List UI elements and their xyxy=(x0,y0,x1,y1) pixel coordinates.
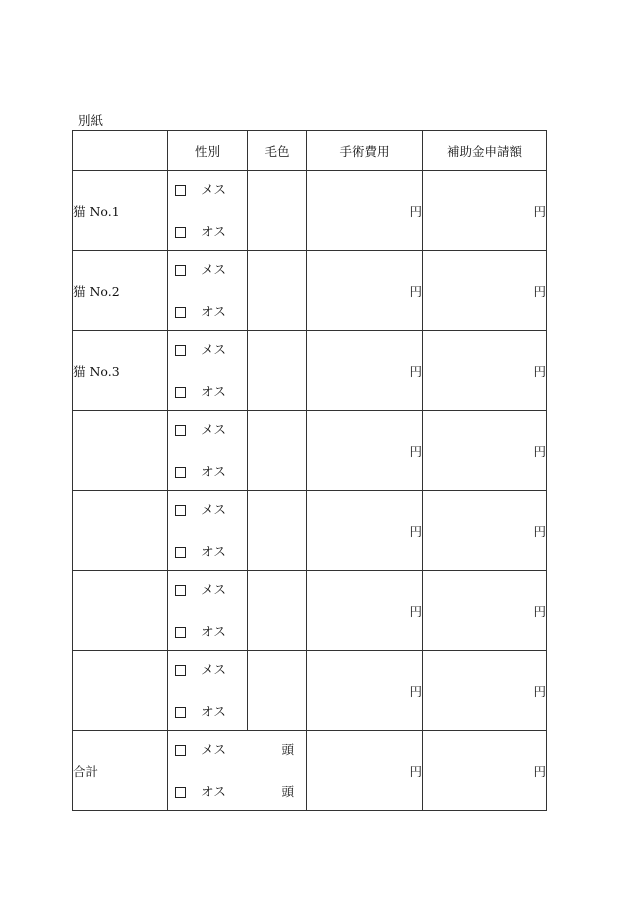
male-label: オス xyxy=(201,463,226,479)
appendix-label: 別紙 xyxy=(78,113,104,128)
cat-name-cell[interactable] xyxy=(73,571,168,651)
header-surgery-cost: 手術費用 xyxy=(307,131,423,171)
sex-cell xyxy=(168,331,248,411)
sex-option-male[interactable] xyxy=(175,303,247,321)
female-checkbox[interactable] xyxy=(175,745,186,756)
female-label: メス xyxy=(201,501,227,517)
sex-option-female[interactable] xyxy=(175,581,247,599)
subsidy-amount-cell[interactable] xyxy=(423,411,547,491)
male-checkbox[interactable] xyxy=(175,467,186,478)
coat-color-cell[interactable] xyxy=(248,331,307,411)
female-label: メス xyxy=(201,341,227,357)
female-checkbox[interactable] xyxy=(175,505,186,516)
currency-unit: 円 xyxy=(409,443,422,459)
sex-option-female[interactable] xyxy=(175,421,247,439)
cat-name-cell[interactable] xyxy=(73,491,168,571)
total-female-count[interactable] xyxy=(175,741,306,759)
surgery-cost-cell[interactable] xyxy=(307,251,423,331)
currency-unit: 円 xyxy=(409,523,422,539)
sex-option-female[interactable] xyxy=(175,341,247,359)
application-table xyxy=(72,130,547,811)
female-label: メス xyxy=(201,261,227,277)
male-label: オス xyxy=(201,223,226,239)
cat-name-cell[interactable] xyxy=(73,251,168,331)
surgery-cost-cell[interactable] xyxy=(307,491,423,571)
total-sex-count-cell xyxy=(168,731,307,811)
coat-color-cell[interactable] xyxy=(248,571,307,651)
coat-color-cell[interactable] xyxy=(248,251,307,331)
sex-option-male[interactable] xyxy=(175,383,247,401)
subsidy-amount-cell[interactable] xyxy=(423,251,547,331)
sex-option-female[interactable] xyxy=(175,181,247,199)
cat-name-cell[interactable] xyxy=(73,331,168,411)
male-checkbox[interactable] xyxy=(175,307,186,318)
cat-name: 猫 No.3 xyxy=(73,363,120,379)
header-subsidy-amount: 補助金申請額 xyxy=(423,131,547,171)
male-checkbox[interactable] xyxy=(175,227,186,238)
subsidy-amount-cell[interactable] xyxy=(423,651,547,731)
table-row xyxy=(73,171,547,251)
table-row xyxy=(73,411,547,491)
sex-cell xyxy=(168,651,248,731)
currency-unit: 円 xyxy=(409,203,422,219)
coat-color-cell[interactable] xyxy=(248,491,307,571)
cat-name: 猫 No.2 xyxy=(73,283,120,299)
cat-name-cell[interactable] xyxy=(73,651,168,731)
table-row xyxy=(73,491,547,571)
coat-color-cell[interactable] xyxy=(248,171,307,251)
header-sex: 性別 xyxy=(168,131,248,171)
sex-cell xyxy=(168,411,248,491)
male-checkbox[interactable] xyxy=(175,387,186,398)
currency-unit: 円 xyxy=(533,683,546,699)
table-row xyxy=(73,651,547,731)
female-label: メス xyxy=(201,581,227,597)
sex-option-male[interactable] xyxy=(175,623,247,641)
header-row xyxy=(73,131,547,171)
female-checkbox[interactable] xyxy=(175,345,186,356)
male-label: オス xyxy=(201,703,226,719)
surgery-cost-cell[interactable] xyxy=(307,411,423,491)
female-label: メス xyxy=(201,181,227,197)
coat-color-cell[interactable] xyxy=(248,411,307,491)
male-label: オス xyxy=(201,623,226,639)
total-row xyxy=(73,731,547,811)
female-label: メス xyxy=(201,741,227,757)
currency-unit: 円 xyxy=(533,443,546,459)
sex-cell xyxy=(168,491,248,571)
table-row xyxy=(73,331,547,411)
table-row xyxy=(73,251,547,331)
male-label: オス xyxy=(201,543,226,559)
surgery-cost-cell[interactable] xyxy=(307,331,423,411)
total-surgery-cost-cell[interactable] xyxy=(307,731,423,811)
header-cat xyxy=(73,131,168,171)
male-checkbox[interactable] xyxy=(175,547,186,558)
cat-name-cell[interactable] xyxy=(73,171,168,251)
total-label: 合計 xyxy=(73,731,168,811)
table-row xyxy=(73,571,547,651)
female-label: メス xyxy=(201,661,227,677)
currency-unit: 円 xyxy=(409,363,422,379)
sex-option-female[interactable] xyxy=(175,501,247,519)
currency-unit: 円 xyxy=(533,523,546,539)
sex-option-male[interactable] xyxy=(175,703,247,721)
sex-option-male[interactable] xyxy=(175,543,247,561)
female-checkbox[interactable] xyxy=(175,265,186,276)
currency-unit: 円 xyxy=(409,283,422,299)
currency-unit: 円 xyxy=(533,603,546,619)
sex-option-female[interactable] xyxy=(175,661,247,679)
female-checkbox[interactable] xyxy=(175,425,186,436)
total-male-count[interactable] xyxy=(175,783,306,801)
sex-cell xyxy=(168,171,248,251)
female-checkbox[interactable] xyxy=(175,665,186,676)
male-checkbox[interactable] xyxy=(175,707,186,718)
cat-name: 猫 No.1 xyxy=(73,203,120,219)
subsidy-amount-cell[interactable] xyxy=(423,571,547,651)
currency-unit: 円 xyxy=(533,283,546,299)
male-label: オス xyxy=(201,783,226,799)
currency-unit: 円 xyxy=(409,603,422,619)
currency-unit: 円 xyxy=(533,763,546,779)
subsidy-amount-cell[interactable] xyxy=(423,491,547,571)
surgery-cost-cell[interactable] xyxy=(307,571,423,651)
subsidy-amount-cell[interactable] xyxy=(423,331,547,411)
coat-color-cell[interactable] xyxy=(248,651,307,731)
currency-unit: 円 xyxy=(533,203,546,219)
sex-option-male[interactable] xyxy=(175,223,247,241)
count-unit: 頭 xyxy=(281,783,294,799)
male-checkbox[interactable] xyxy=(175,627,186,638)
header-coat-color: 毛色 xyxy=(248,131,307,171)
male-label: オス xyxy=(201,303,226,319)
male-label: オス xyxy=(201,383,226,399)
count-unit: 頭 xyxy=(281,741,294,757)
sex-option-male[interactable] xyxy=(175,463,247,481)
currency-unit: 円 xyxy=(409,763,422,779)
subsidy-amount-cell[interactable] xyxy=(423,171,547,251)
sex-cell xyxy=(168,251,248,331)
surgery-cost-cell[interactable] xyxy=(307,171,423,251)
female-label: メス xyxy=(201,421,227,437)
sex-option-female[interactable] xyxy=(175,261,247,279)
sex-cell xyxy=(168,571,248,651)
surgery-cost-cell[interactable] xyxy=(307,651,423,731)
total-subsidy-amount-cell[interactable] xyxy=(423,731,547,811)
currency-unit: 円 xyxy=(409,683,422,699)
currency-unit: 円 xyxy=(533,363,546,379)
female-checkbox[interactable] xyxy=(175,585,186,596)
cat-name-cell[interactable] xyxy=(73,411,168,491)
male-checkbox[interactable] xyxy=(175,787,186,798)
table-body xyxy=(73,171,547,811)
female-checkbox[interactable] xyxy=(175,185,186,196)
